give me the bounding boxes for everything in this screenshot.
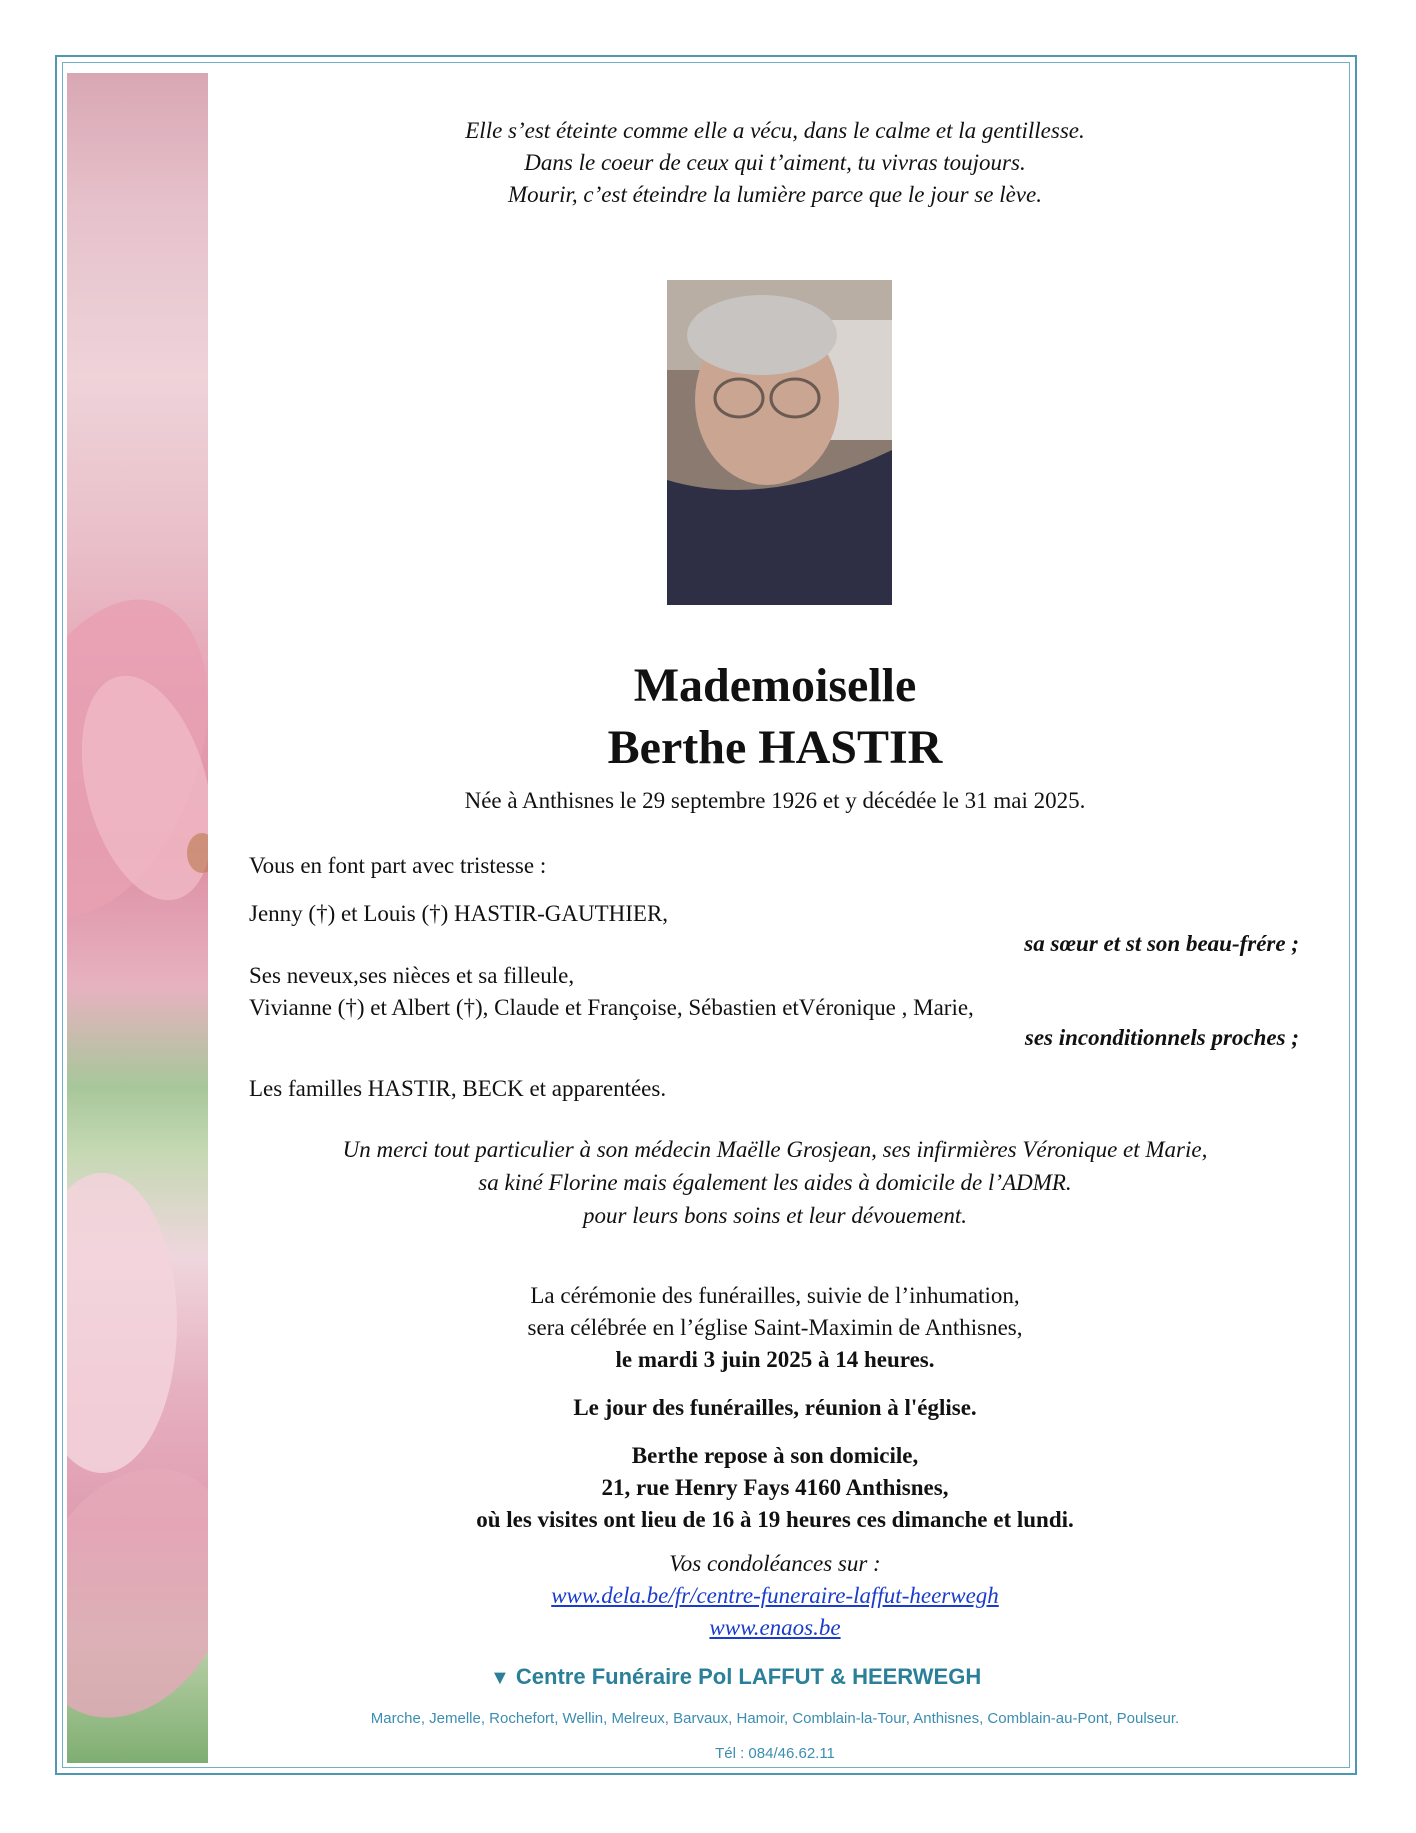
announcement-intro: Vous en font part avec tristesse : [249, 853, 547, 878]
thanks-line: Un merci tout particulier à son médecin Maëlle Grosjean, ses infirmières Véronique et Marie, [342, 1137, 1208, 1162]
family-line-2: Ses neveux,ses nièces et sa filleule, [249, 963, 575, 988]
families-line: Les familles HASTIR, BECK et apparentées. [249, 1076, 667, 1101]
flower-side-image [67, 73, 208, 1763]
thanks-line: sa kiné Florine mais également les aides à domicile de l’ADMR. [478, 1170, 1072, 1195]
family-line-1: Jenny (†) et Louis (†) HASTIR-GAUTHIER, [249, 901, 669, 926]
thanks-line: pour leurs bons soins et leur dévouement. [583, 1203, 967, 1228]
thanks-block [245, 1133, 1305, 1232]
ceremony-line: La cérémonie des funérailles, suivie de l’inhumation, [530, 1283, 1020, 1308]
ceremony-date: le mardi 3 juin 2025 à 14 heures. [615, 1347, 935, 1372]
meeting-info: Le jour des funérailles, réunion à l'église. [573, 1395, 977, 1420]
quote-line: Mourir, c’est éteindre la lumière parce que le jour se lève. [508, 182, 1042, 207]
deceased-name-block [245, 655, 1305, 779]
family-line-3: Vivianne (†) et Albert (†), Claude et Françoise, Sébastien etVéronique , Marie, [249, 995, 974, 1020]
quote-line: Dans le coeur de ceux qui t’aiment, tu vivras toujours. [524, 150, 1026, 175]
birth-death-line: Née à Anthisnes le 29 septembre 1926 et y décédée le 31 mai 2025. [464, 788, 1086, 813]
funeral-home-phone: Tél : 084/46.62.11 [715, 1745, 835, 1762]
deceased-name: Berthe HASTIR [607, 721, 943, 774]
rest-line: Berthe repose à son domicile, [631, 1443, 919, 1468]
portrait-photo [667, 280, 892, 605]
rest-line: 21, rue Henry Fays 4160 Anthisnes, [601, 1475, 949, 1500]
condolences-label: Vos condoléances sur : [669, 1551, 881, 1576]
family-role-2: ses inconditionnels proches ; [1024, 1025, 1299, 1050]
rest-line: où les visites ont lieu de 16 à 19 heures ces dimanche et lundi. [476, 1507, 1074, 1532]
funeral-home-name [490, 1664, 1050, 1690]
ceremony-block [245, 1280, 1305, 1644]
triangle-down-icon: ▼ [490, 1667, 510, 1689]
company-name: Centre Funéraire Pol LAFFUT & HEERWEGH [515, 1664, 982, 1689]
deceased-title: Mademoiselle [633, 659, 917, 712]
opening-quote [245, 115, 1305, 211]
condolences-link-dela[interactable]: www.dela.be/fr/centre-funeraire-laffut-heerwegh [551, 1583, 999, 1608]
ceremony-line: sera célébrée en l’église Saint-Maximin de Anthisnes, [527, 1315, 1023, 1340]
condolences-link-enaos[interactable]: www.enaos.be [709, 1615, 841, 1640]
funeral-home-towns: Marche, Jemelle, Rochefort, Wellin, Melreux, Barvaux, Hamoir, Comblain-la-Tour, Anthisnes, Comblain-au-Pont, Poulseur. [370, 1710, 1180, 1727]
family-role-1: sa sœur et st son beau-frére ; [1024, 931, 1299, 956]
quote-line: Elle s’est éteinte comme elle a vécu, dans le calme et la gentillesse. [465, 118, 1085, 143]
